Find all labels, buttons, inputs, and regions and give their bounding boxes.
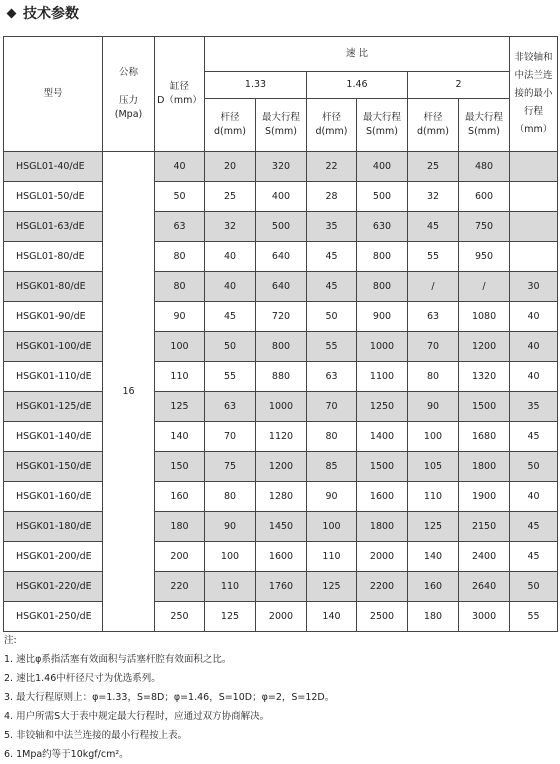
rod-2-cell: 90 xyxy=(408,392,459,422)
stroke-2-cell: 750 xyxy=(459,212,510,242)
min-stroke-cell: 45 xyxy=(510,422,558,452)
stroke-133-cell: 2000 xyxy=(256,602,307,632)
stroke-146-cell: 2500 xyxy=(357,602,408,632)
ratio-1-46: 1.46 xyxy=(307,72,408,99)
note-item: 1. 速比φ系指活塞有效面积与活塞杆腔有效面积之比。 xyxy=(4,654,232,665)
stroke-146-cell: 1800 xyxy=(357,512,408,542)
col-header-speed-ratio: 速 比 xyxy=(205,37,510,72)
stroke-146-cell: 1100 xyxy=(357,362,408,392)
table-row xyxy=(4,572,558,602)
rod-label: 杆径 xyxy=(321,112,341,123)
bore-cell: 125 xyxy=(155,392,205,422)
stroke-label: 最大行程 xyxy=(362,112,401,123)
stroke-133-cell: 320 xyxy=(256,152,307,182)
table-row xyxy=(4,512,558,542)
rod-133-cell: 80 xyxy=(205,482,256,512)
stroke-2-cell: 1200 xyxy=(459,332,510,362)
bore-cell: 100 xyxy=(155,332,205,362)
model-cell: HSGK01-140/dE xyxy=(4,422,103,452)
rod-146-cell: 22 xyxy=(307,152,357,182)
pressure-label-3: (Mpa) xyxy=(114,109,143,120)
stroke-146-cell: 1250 xyxy=(357,392,408,422)
pressure-label-1: 公称 xyxy=(118,67,138,78)
stroke-2-cell: 2150 xyxy=(459,512,510,542)
stroke-133-cell: 500 xyxy=(256,212,307,242)
stroke-2-cell: / xyxy=(459,272,510,302)
min-stroke-cell: 30 xyxy=(510,272,558,302)
stroke-2-cell: 3000 xyxy=(459,602,510,632)
rod-2-cell: 80 xyxy=(408,362,459,392)
rod-2-cell: / xyxy=(408,272,459,302)
min-stroke-cell: 40 xyxy=(510,482,558,512)
stroke-unit: S(mm) xyxy=(468,126,500,137)
rod-2-cell: 32 xyxy=(408,182,459,212)
rod-2-cell: 25 xyxy=(408,152,459,182)
note-item: 6. 1Mpa约等于10kgf/cm²。 xyxy=(4,749,129,760)
rod-133-cell: 100 xyxy=(205,542,256,572)
rod-133-cell: 45 xyxy=(205,302,256,332)
rod-146-cell: 70 xyxy=(307,392,357,422)
ratio-1-33: 1.33 xyxy=(205,72,307,99)
stroke-header xyxy=(256,99,307,152)
bore-cell: 80 xyxy=(155,242,205,272)
rod-2-cell: 70 xyxy=(408,332,459,362)
note-item: 4. 用户所需S大于表中规定最大行程时，应通过双方协商解决。 xyxy=(4,711,270,722)
stroke-133-cell: 1600 xyxy=(256,542,307,572)
model-cell: HSGL01-50/dE xyxy=(4,182,103,212)
table-row xyxy=(4,242,558,272)
stroke-2-cell: 1320 xyxy=(459,362,510,392)
table-row xyxy=(4,332,558,362)
rod-146-cell: 45 xyxy=(307,272,357,302)
table-row xyxy=(4,422,558,452)
ratio-2: 2 xyxy=(408,72,510,99)
stroke-unit: S(mm) xyxy=(366,126,398,137)
rod-146-cell: 63 xyxy=(307,362,357,392)
col-header-pressure xyxy=(103,37,155,152)
rod-146-cell: 140 xyxy=(307,602,357,632)
rod-133-cell: 70 xyxy=(205,422,256,452)
stroke-133-cell: 720 xyxy=(256,302,307,332)
col-header-bore xyxy=(155,37,205,152)
table-row xyxy=(4,182,558,212)
rod-2-cell: 180 xyxy=(408,602,459,632)
stroke-133-cell: 1000 xyxy=(256,392,307,422)
stroke-2-cell: 1900 xyxy=(459,482,510,512)
rod-146-cell: 80 xyxy=(307,422,357,452)
stroke-146-cell: 630 xyxy=(357,212,408,242)
rod-133-cell: 125 xyxy=(205,602,256,632)
pressure-cell: 16 xyxy=(103,152,155,632)
model-cell: HSGK01-110/dE xyxy=(4,362,103,392)
bore-label-1: 缸径 xyxy=(169,81,189,92)
model-cell: HSGK01-100/dE xyxy=(4,332,103,362)
table-row xyxy=(4,272,558,302)
rod-133-cell: 50 xyxy=(205,332,256,362)
table-row xyxy=(4,482,558,512)
stroke-146-cell: 2000 xyxy=(357,542,408,572)
spec-table xyxy=(3,36,558,632)
stroke-2-cell: 1800 xyxy=(459,452,510,482)
stroke-146-cell: 500 xyxy=(357,182,408,212)
min-stroke-cell: 40 xyxy=(510,362,558,392)
rod-unit: d(mm) xyxy=(214,126,246,137)
stroke-146-cell: 1000 xyxy=(357,332,408,362)
model-cell: HSGK01-200/dE xyxy=(4,542,103,572)
bore-cell: 90 xyxy=(155,302,205,332)
stroke-133-cell: 1120 xyxy=(256,422,307,452)
bore-cell: 180 xyxy=(155,512,205,542)
min-stroke-label-3: 接的最小 xyxy=(514,88,553,99)
rod-133-cell: 25 xyxy=(205,182,256,212)
stroke-146-cell: 800 xyxy=(357,272,408,302)
stroke-146-cell: 1400 xyxy=(357,422,408,452)
note-item: 2. 速比1.46中杆径尺寸为优选系列。 xyxy=(4,673,161,684)
stroke-133-cell: 1450 xyxy=(256,512,307,542)
table-row xyxy=(4,392,558,422)
note-item: 3. 最大行程原则上：φ=1.33，S=8D；φ=1.46，S=10D；φ=2，S=12D。 xyxy=(4,692,335,703)
min-stroke-label-2: 中法兰连 xyxy=(514,70,553,81)
stroke-header xyxy=(357,99,408,152)
stroke-label: 最大行程 xyxy=(261,112,300,123)
rod-133-cell: 40 xyxy=(205,272,256,302)
section-heading xyxy=(4,2,79,24)
rod-146-cell: 85 xyxy=(307,452,357,482)
min-stroke-cell xyxy=(510,152,558,182)
bore-cell: 160 xyxy=(155,482,205,512)
stroke-146-cell: 1600 xyxy=(357,482,408,512)
rod-unit: d(mm) xyxy=(315,126,348,137)
table-row xyxy=(4,542,558,572)
pressure-label-2: 压力 xyxy=(118,95,138,106)
stroke-133-cell: 1200 xyxy=(256,452,307,482)
model-cell: HSGK01-125/dE xyxy=(4,392,103,422)
bore-cell: 250 xyxy=(155,602,205,632)
model-cell: HSGK01-80/dE xyxy=(4,272,103,302)
rod-133-cell: 32 xyxy=(205,212,256,242)
table-row xyxy=(4,152,558,182)
rod-2-cell: 63 xyxy=(408,302,459,332)
min-stroke-cell xyxy=(510,212,558,242)
stroke-133-cell: 640 xyxy=(256,272,307,302)
rod-header xyxy=(307,99,357,152)
min-stroke-cell: 55 xyxy=(510,602,558,632)
min-stroke-label-4: 行程（mm） xyxy=(514,106,553,135)
table-row xyxy=(4,452,558,482)
stroke-label: 最大行程 xyxy=(465,112,504,123)
stroke-unit: S(mm) xyxy=(265,126,297,137)
rod-133-cell: 55 xyxy=(205,362,256,392)
stroke-2-cell: 480 xyxy=(459,152,510,182)
rod-header xyxy=(408,99,459,152)
rod-146-cell: 28 xyxy=(307,182,357,212)
min-stroke-cell: 45 xyxy=(510,542,558,572)
rod-146-cell: 110 xyxy=(307,542,357,572)
min-stroke-cell xyxy=(510,242,558,272)
rod-header xyxy=(205,99,256,152)
table-row xyxy=(4,212,558,242)
bore-cell: 63 xyxy=(155,212,205,242)
model-cell: HSGL01-80/dE xyxy=(4,242,103,272)
section-title: 技术参数 xyxy=(23,6,79,22)
rod-133-cell: 90 xyxy=(205,512,256,542)
col-header-min-stroke xyxy=(510,37,558,152)
rod-2-cell: 125 xyxy=(408,512,459,542)
stroke-2-cell: 1680 xyxy=(459,422,510,452)
bore-cell: 220 xyxy=(155,572,205,602)
stroke-2-cell: 1080 xyxy=(459,302,510,332)
model-cell: HSGK01-220/dE xyxy=(4,572,103,602)
rod-146-cell: 50 xyxy=(307,302,357,332)
rod-label: 杆径 xyxy=(423,112,443,123)
rod-133-cell: 110 xyxy=(205,572,256,602)
min-stroke-cell: 50 xyxy=(510,572,558,602)
model-cell: HSGL01-40/dE xyxy=(4,152,103,182)
rod-2-cell: 105 xyxy=(408,452,459,482)
bore-cell: 140 xyxy=(155,422,205,452)
rod-2-cell: 110 xyxy=(408,482,459,512)
rod-133-cell: 40 xyxy=(205,242,256,272)
rod-2-cell: 45 xyxy=(408,212,459,242)
bore-cell: 200 xyxy=(155,542,205,572)
model-cell: HSGK01-150/dE xyxy=(4,452,103,482)
stroke-2-cell: 2640 xyxy=(459,572,510,602)
rod-146-cell: 35 xyxy=(307,212,357,242)
bore-cell: 110 xyxy=(155,362,205,392)
model-cell: HSGK01-250/dE xyxy=(4,602,103,632)
stroke-146-cell: 1500 xyxy=(357,452,408,482)
min-stroke-cell: 40 xyxy=(510,302,558,332)
stroke-2-cell: 600 xyxy=(459,182,510,212)
stroke-146-cell: 400 xyxy=(357,152,408,182)
bore-cell: 50 xyxy=(155,182,205,212)
stroke-2-cell: 2400 xyxy=(459,542,510,572)
stroke-146-cell: 900 xyxy=(357,302,408,332)
model-cell: HSGK01-160/dE xyxy=(4,482,103,512)
rod-146-cell: 55 xyxy=(307,332,357,362)
note-item: 5. 非铰轴和中法兰连接的最小行程按上表。 xyxy=(4,730,188,741)
bore-label-2: D（mm） xyxy=(157,95,202,106)
rod-133-cell: 63 xyxy=(205,392,256,422)
rod-146-cell: 90 xyxy=(307,482,357,512)
col-header-model: 型号 xyxy=(4,37,103,152)
stroke-146-cell: 800 xyxy=(357,242,408,272)
table-row xyxy=(4,302,558,332)
bore-cell: 40 xyxy=(155,152,205,182)
stroke-133-cell: 400 xyxy=(256,182,307,212)
rod-146-cell: 45 xyxy=(307,242,357,272)
rod-133-cell: 20 xyxy=(205,152,256,182)
model-cell: HSGK01-90/dE xyxy=(4,302,103,332)
bore-cell: 150 xyxy=(155,452,205,482)
table-row xyxy=(4,362,558,392)
min-stroke-cell xyxy=(510,182,558,212)
min-stroke-cell: 45 xyxy=(510,512,558,542)
rod-2-cell: 100 xyxy=(408,422,459,452)
header-row-1 xyxy=(4,37,558,72)
stroke-133-cell: 800 xyxy=(256,332,307,362)
rod-label: 杆径 xyxy=(220,112,240,123)
diamond-bullet-icon xyxy=(7,8,17,18)
stroke-133-cell: 1760 xyxy=(256,572,307,602)
rod-146-cell: 125 xyxy=(307,572,357,602)
rod-146-cell: 100 xyxy=(307,512,357,542)
bore-cell: 80 xyxy=(155,272,205,302)
notes-title: 注: xyxy=(4,635,17,646)
stroke-2-cell: 950 xyxy=(459,242,510,272)
min-stroke-cell: 40 xyxy=(510,332,558,362)
min-stroke-cell: 50 xyxy=(510,452,558,482)
table-row xyxy=(4,602,558,632)
min-stroke-label-1: 非铰轴和 xyxy=(514,52,553,63)
stroke-146-cell: 2200 xyxy=(357,572,408,602)
model-cell: HSGK01-180/dE xyxy=(4,512,103,542)
rod-unit: d(mm) xyxy=(417,126,449,137)
rod-2-cell: 55 xyxy=(408,242,459,272)
stroke-header xyxy=(459,99,510,152)
model-cell: HSGL01-63/dE xyxy=(4,212,103,242)
stroke-2-cell: 1500 xyxy=(459,392,510,422)
rod-2-cell: 140 xyxy=(408,542,459,572)
stroke-133-cell: 640 xyxy=(256,242,307,272)
min-stroke-cell: 35 xyxy=(510,392,558,422)
rod-2-cell: 160 xyxy=(408,572,459,602)
stroke-133-cell: 880 xyxy=(256,362,307,392)
notes-section xyxy=(4,631,334,764)
stroke-133-cell: 1280 xyxy=(256,482,307,512)
rod-133-cell: 75 xyxy=(205,452,256,482)
